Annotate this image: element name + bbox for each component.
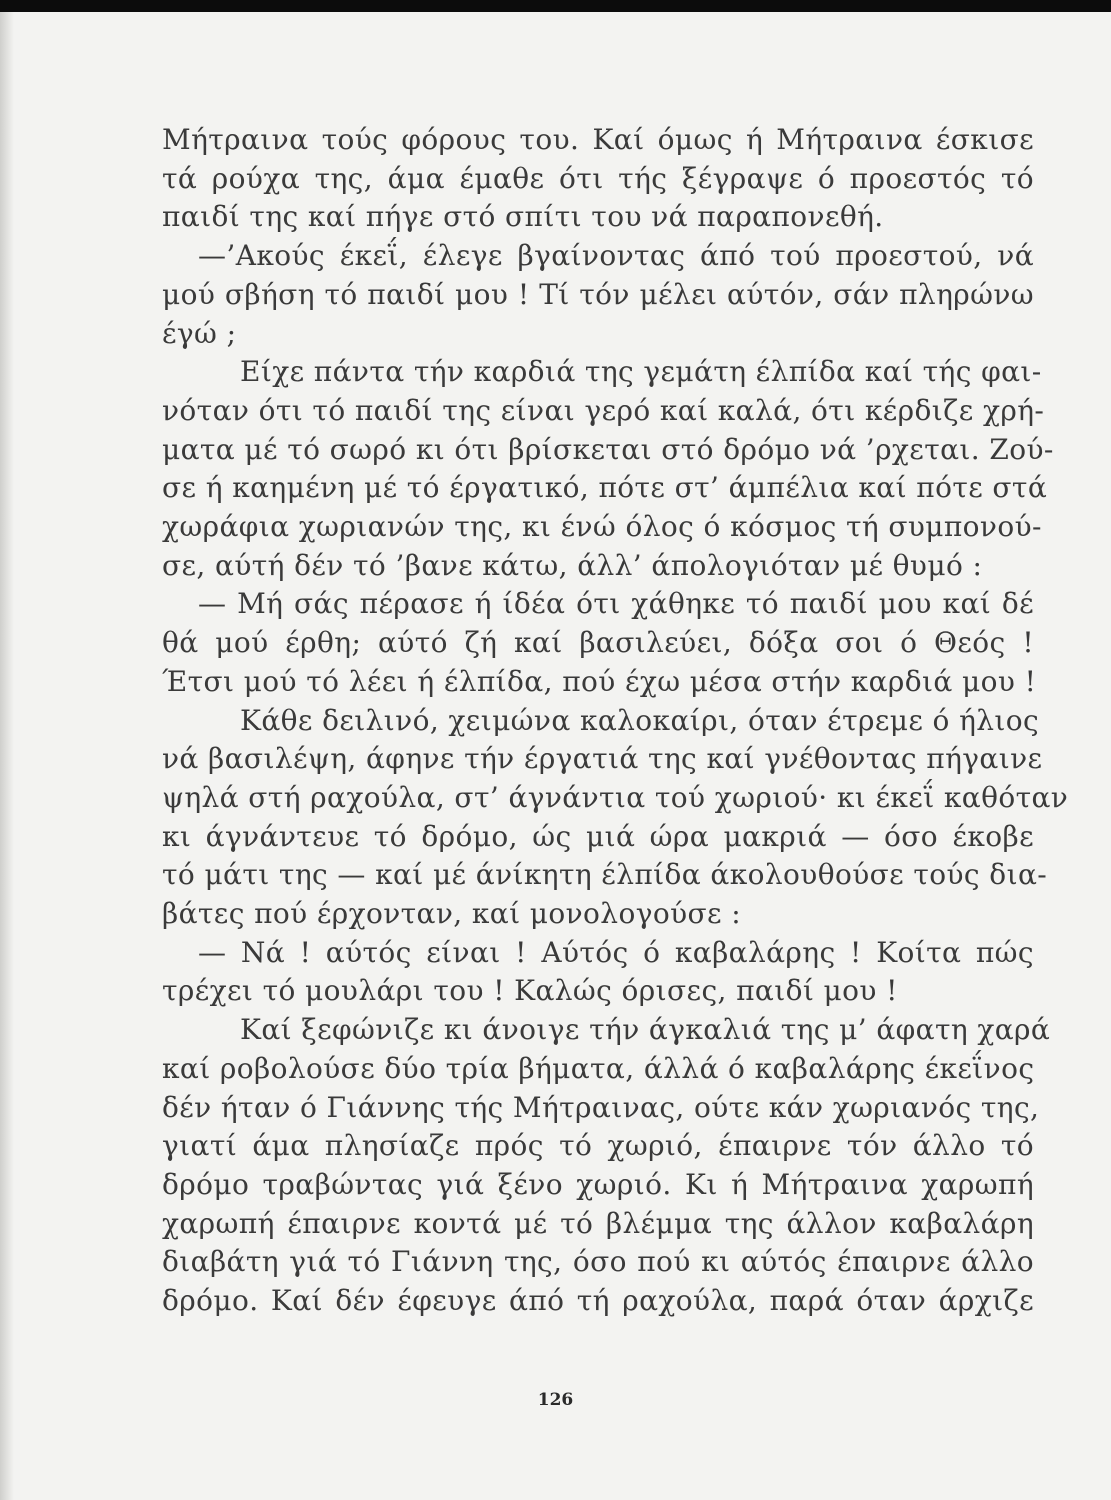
scan-top-edge [0, 0, 1111, 12]
text-line: Καί ξεφώνιζε κι άνοιγε τήν άγκαλιά της μ’ άφατη χαρά [240, 1013, 1051, 1047]
text-line: κι άγνάντευε τό δρόμο, ώς μιά ώρα μακριά — όσο έκοβε [162, 819, 1034, 853]
text-line: μού σβήση τό παιδί μου ! Τί τόν μέλει αύτόν, σάν πληρώνω [162, 277, 1034, 311]
text-line: βάτες πού έρχονταν, καί μονολογούσε : [162, 897, 742, 931]
text-line: χαρωπή έπαιρνε κοντά μέ τό βλέμμα της άλλον καβαλάρη [162, 1206, 1034, 1240]
text-line: νόταν ότι τό παιδί της είναι γερό καί καλά, ότι κέρδιζε χρή- [162, 393, 1045, 427]
text-line: δρόμο τραβώντας γιά ξένο χωριό. Κι ή Μήτραινα χαρωπή [162, 1167, 1034, 1201]
body-text [162, 121, 1069, 1321]
text-line: θά μού έρθη; αύτό ζή καί βασιλεύει, δόξα σοι ό Θεός ! [162, 626, 1034, 660]
text-line: Έτσι μού τό λέει ή έλπίδα, πού έχω μέσα στήν καρδιά μου ! [162, 664, 1037, 698]
page-number: 126 [537, 1390, 574, 1410]
text-line: χωράφια χωριανών της, κι ένώ όλος ό κόσμος τή συμπονού- [162, 510, 1042, 544]
text-line: ψηλά στή ραχούλα, στ’ άγνάντια τού χωριού· κι έκεΐ καθόταν [162, 780, 1069, 814]
text-line: γιατί άμα πλησίαζε πρός τό χωριό, έπαιρνε τόν άλλο τό [162, 1129, 1034, 1163]
text-line: Κάθε δειλινό, χειμώνα καλοκαίρι, όταν έτρεμε ό ήλιος [240, 703, 1040, 737]
text-line: Είχε πάντα τήν καρδιά της γεμάτη έλπίδα καί τής φαι- [240, 355, 1042, 389]
text-line: —’Ακούς έκεΐ, έλεγε βγαίνοντας άπό τού προεστού, νά [198, 239, 1034, 273]
text-line: Μήτραινα τούς φόρους του. Καί όμως ή Μήτραινα έσκισε [162, 123, 1034, 156]
text-line: — Νά ! αύτός είναι ! Αύτός ό καβαλάρης ! Κοίτα πώς [198, 935, 1034, 969]
text-line: ματα μέ τό σωρό κι ότι βρίσκεται στό δρόμο νά ’ρχεται. Ζού- [162, 432, 1054, 466]
text-line: — Μή σάς πέρασε ή ίδέα ότι χάθηκε τό παιδί μου καί δέ [198, 587, 1034, 621]
text-line: διαβάτη γιά τό Γιάννη της, όσο πού κι αύτός έπαιρνε άλλο [162, 1245, 1034, 1279]
text-line: νά βασιλέψη, άφηνε τήν έργατιά της καί γνέθοντας πήγαινε [162, 742, 1043, 776]
text-line: τά ρούχα της, άμα έμαθε ότι τής ξέγραψε ό προεστός τό [162, 161, 1034, 195]
text-line: τρέχει τό μουλάρι του ! Καλώς όρισες, παιδί μου ! [162, 974, 898, 1008]
text-line: παιδί της καί πήγε στό σπίτι του νά παραπονεθή. [162, 200, 884, 234]
text-line: έγώ ; [162, 316, 237, 350]
text-line: τό μάτι της — καί μέ άνίκητη έλπίδα άκολουθούσε τούς δια- [162, 858, 1048, 892]
text-line: σε, αύτή δέν τό ’βανε κάτω, άλλ’ άπολογιόταν μέ θυμό : [162, 548, 983, 582]
text-line: δέν ήταν ό Γιάννης τής Μήτραινας, ούτε κάν χωριανός της, [162, 1090, 1040, 1124]
text-line: δρόμο. Καί δέν έφευγε άπό τή ραχούλα, παρά όταν άρχιζε [162, 1284, 1034, 1318]
text-line: καί ροβολούσε δύο τρία βήματα, άλλά ό καβαλάρης έκεΐνος [162, 1051, 1035, 1085]
text-line: σε ή καημένη μέ τό έργατικό, πότε στ’ άμπέλια καί πότε στά [162, 471, 1048, 505]
scan-left-shadow [0, 12, 14, 1500]
